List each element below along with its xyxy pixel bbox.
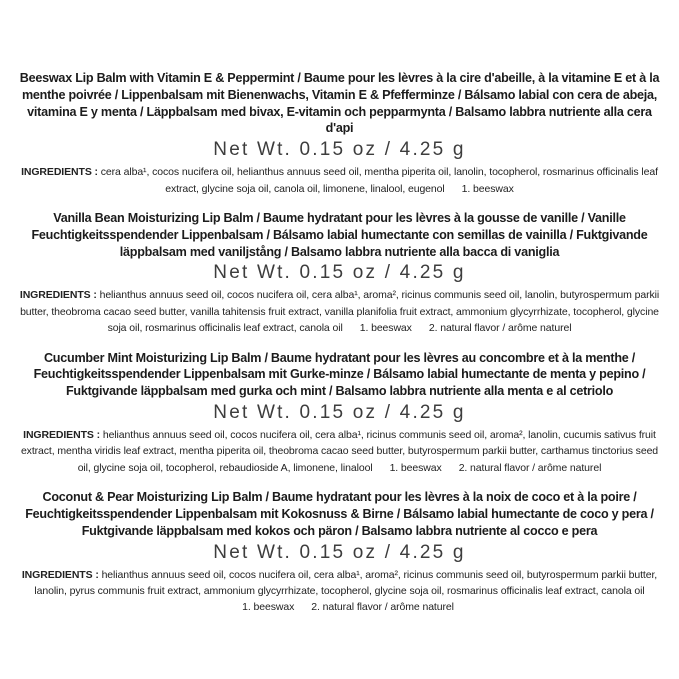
ingredients-label: INGREDIENTS : (21, 166, 98, 179)
product-section-vanilla-bean (17, 210, 662, 337)
ingredients-text: helianthus annuus seed oil, cocos nucifera oil, cera alba¹, aroma², ricinus communis seed oil, lanolin, butyrospermum parkii butter, theobroma cacao seed butter, vanilla tahitensis fruit extract, vanilla planifolia fruit extract, ammonium glycyrrhizate, tocopherol, glycine soja oil, rosmarinus officinalis leaf extract, canola oil (20, 289, 660, 335)
ingredients-paragraph (17, 567, 662, 616)
ingredients-label: INGREDIENTS : (23, 429, 100, 441)
ingredients-text: cera alba¹, cocos nucifera oil, helianthus annuus seed oil, mentha piperita oil, lanolin, tocopherol, rosmarinus officinalis leaf extract, glycine soja oil, canola oil, limonene, linalool, eugenol (100, 166, 658, 195)
ingredients-label: INGREDIENTS : (19, 289, 97, 302)
ingredients-paragraph (17, 287, 662, 336)
product-section-coconut-pear (17, 489, 662, 616)
footnote-beeswax: 1. beeswax (242, 601, 295, 614)
product-title: Beeswax Lip Balm with Vitamin E & Peppermint / Baume pour les lèvres à la cire d'abeille, à la vitamine E et à la menthe poivrée / Lippenbalsam mit Bienenwachs, Vitamin E & Pfefferminze / Bálsamo labial con cera de abeja, vitamina E y menta / Läppbalsam med bivax, E-vitamin och pepparmynta / Balsamo labbra nutriente alla cera d'api (19, 71, 660, 136)
footnote-beeswax: 1. beeswax (359, 322, 412, 335)
net-weight: Net Wt. 0.15 oz / 4.25 g (213, 402, 466, 423)
footnote-natural-flavor: 2. natural flavor / arôme naturel (458, 461, 602, 474)
product-section-beeswax-peppermint (17, 70, 662, 197)
footnote-natural-flavor: 2. natural flavor / arôme naturel (428, 322, 572, 335)
product-title: Cucumber Mint Moisturizing Lip Balm / Baume hydratant pour les lèvres au concombre et à la menthe / Feuchtigkeitsspendender Lippenbalsam mit Gurke-minze / Bálsamo labial humectante de menta y pepino / Fuktgivande läppbalsam med gurka och mint / Balsamo labbra nutriente alla menta e al cetriolo (33, 350, 646, 399)
footnote-beeswax: 1. beeswax (461, 182, 514, 195)
footnote-natural-flavor: 2. natural flavor / arôme naturel (311, 601, 454, 614)
product-section-cucumber-mint (17, 350, 662, 477)
net-weight: Net Wt. 0.15 oz / 4.25 g (213, 541, 466, 563)
ingredients-label: INGREDIENTS : (21, 568, 99, 581)
product-title: Vanilla Bean Moisturizing Lip Balm / Baume hydratant pour les lèvres à la gousse de vanille / Vanille Feuchtigkeitsspendender Lippenbalsam / Bálsamo labial humectante con semillas de vainilla / Fuktgivande läppbalsam med vaniljstång / Balsamo labbra nutriente alla bacca di vaniglia (31, 211, 648, 259)
footnote-beeswax: 1. beeswax (389, 461, 442, 474)
net-weight: Net Wt. 0.15 oz / 4.25 g (213, 139, 466, 161)
product-title: Coconut & Pear Moisturizing Lip Balm / Baume hydratant pour les lèvres à la noix de coco et à la poire / Feuchtigkeitsspendender Lippenbalsam mit Kokosnuss & Birne / Bálsamo labial humectante de coco y pera / Fuktgivande läppbalsam med kokos och päron / Balsamo labbra nutriente al cocco e pera (25, 490, 654, 538)
ingredients-paragraph (17, 427, 662, 476)
net-weight: Net Wt. 0.15 oz / 4.25 g (213, 262, 466, 284)
ingredients-text: helianthus annuus seed oil, cocos nucifera oil, cera alba¹, ricinus communis seed oil, aroma², lanolin, cucumis sativus fruit extract, mentha viridis leaf extract, mentha piperita oil, theobroma cacao seed butter, butyrospermum parkii butter, carthamus tinctorius seed oil, glycine soja oil, tocopherol, rebaudioside A, limonene, linalool (20, 429, 659, 474)
ingredients-paragraph (17, 164, 662, 197)
ingredients-text: helianthus annuus seed oil, cocos nucifera oil, cera alba¹, aroma², ricinus communis seed oil, butyrospermum parkii butter, lanolin, pyrus communis fruit extract, ammonium glycyrrhizate, tocopherol, glycine soja oil, rosmarinus officinalis leaf extract, canola oil (34, 568, 658, 598)
